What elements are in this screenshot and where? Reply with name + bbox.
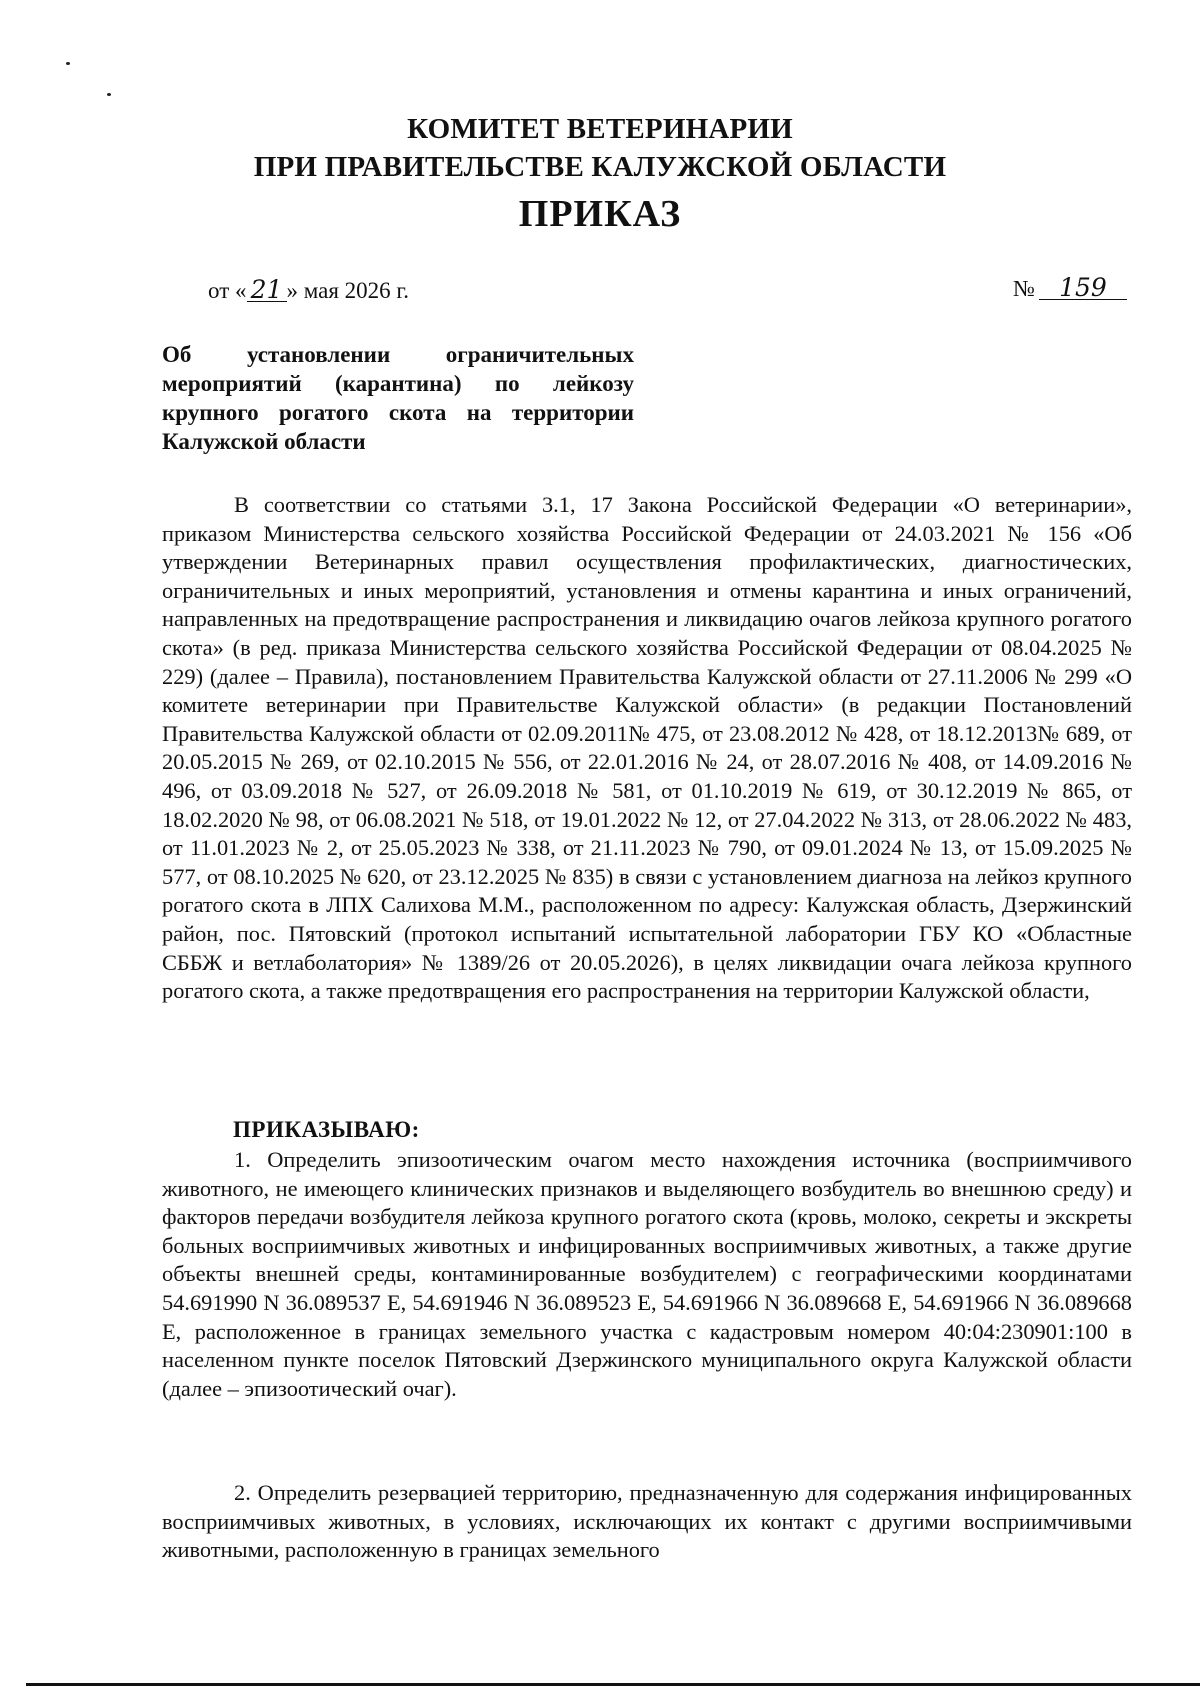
order-item-1: 1. Определить эпизоотическим очагом место нахождения источника (восприимчивого животного, не имеющего клинических признаков и выделяющего возбудитель во внешнюю среду) и факторов передачи возбудителя лейкоза крупного рогатого скота (кровь, молоко, секреты и экскреты больных восприимчивых животных и инфицированных восприимчивых животных, а также другие объекты внешней среды, контаминированные возбудителем) с географическими координатами 54.691990 N 36.089537 E, 54.691946 N 36.089523 E, 54.691966 N 36.089668 E, 54.691966 N 36.089668 E, расположенное в границах земельного участка с кадастровым номером 40:04:230901:100 в населенном пункте поселок Пятовский Дзержинского муниципального округа Калужской области (далее – эпизоотический очаг).: [162, 1147, 1132, 1401]
date-suffix: » мая 2026 г.: [286, 278, 410, 303]
preamble-paragraph: В соответствии со статьями 3.1, 17 Закона Российской Федерации «О ветеринарии», приказом Министерства сельского хозяйства Российской Федерации от 24.03.2021 № 156 «Об утверждении Ветеринарных правил осуществления профилактических, диагностических, ограничительных и иных мероприятий, установления и отмены карантина и иных ограничений, направленных на предотвращение распространения и ликвидацию очагов лейкоза крупного рогатого скота» (в ред. приказа Министерства сельского хозяйства Российской Федерации от 08.04.2025 № 229) (далее – Правила), постановлением Правительства Калужской области от 27.11.2006 № 299 «О комитете ветеринарии при Правительстве Калужской области» (в редакции Постановлений Правительства Калужской области от 02.09.2011№ 475, от 23.08.2012 № 428, от 18.12.2013№ 689, от 20.05.2015 № 269, от 02.10.2015 № 556, от 22.01.2016 № 24, от 28.07.2016 № 408, от 14.09.2016 № 496, от 03.09.2018 № 527, от 26.09.2018 № 581, от 01.10.2019 № 619, от 30.12.2019 № 865, от 18.02.2020 № 98, от 06.08.2021 № 518, от 19.01.2022 № 12, от 27.04.2022 № 313, от 28.06.2022 № 483, от 11.01.2023 № 2, от 25.05.2023 № 338, от 21.11.2023 № 790, от 09.01.2024 № 13, от 15.09.2025 № 577, от 08.10.2025 № 620, от 23.12.2025 № 835) в связи с установлением диагноза на лейкоз крупного рогатого скота в ЛПХ Салихова М.М., расположенном по адресу: Калужская область, Дзержинский район, пос. Пятовский (протокол испытаний испытательной лаборатории ГБУ КО «Областные СББЖ и ветлаболатория» № 1389/26 от 20.05.2026), в целях ликвидации очага лейкоза крупного рогатого скота, а также предотвращения его распространения на территории Калужской области,: [162, 492, 1132, 1004]
organization-header: [0, 110, 1200, 186]
date-prefix: от «: [208, 278, 247, 303]
order-directive: ПРИКАЗЫВАЮ:: [233, 1117, 420, 1142]
scan-speck: [107, 93, 111, 96]
number-label: №: [1013, 276, 1035, 301]
document-title: ПРИКАЗ: [518, 193, 682, 235]
order-item-2: 2. Определить резервацией территорию, предназначенную для содержания инфицированных восприимчивых животных, в условиях, исключающих их контакт с другими восприимчивыми животными, расположенную в границах земельного: [162, 1480, 1132, 1563]
scan-speck: [66, 62, 70, 65]
handwritten-day: 21: [247, 279, 287, 302]
page-bottom-edge: [26, 1683, 1200, 1686]
handwritten-number: 159: [1039, 277, 1127, 300]
organization-name-line2: ПРИ ПРАВИТЕЛЬСТВЕ КАЛУЖСКОЙ ОБЛАСТИ: [253, 151, 947, 183]
order-number: [1013, 273, 1127, 302]
order-subject: Об установлении ограничительных мероприятий (карантина) по лейкозу крупного рогатого скота на территории Калужской области: [162, 342, 634, 454]
organization-name-line1: КОМИТЕТ ВЕТЕРИНАРИИ: [407, 113, 793, 145]
order-date: [208, 275, 410, 304]
